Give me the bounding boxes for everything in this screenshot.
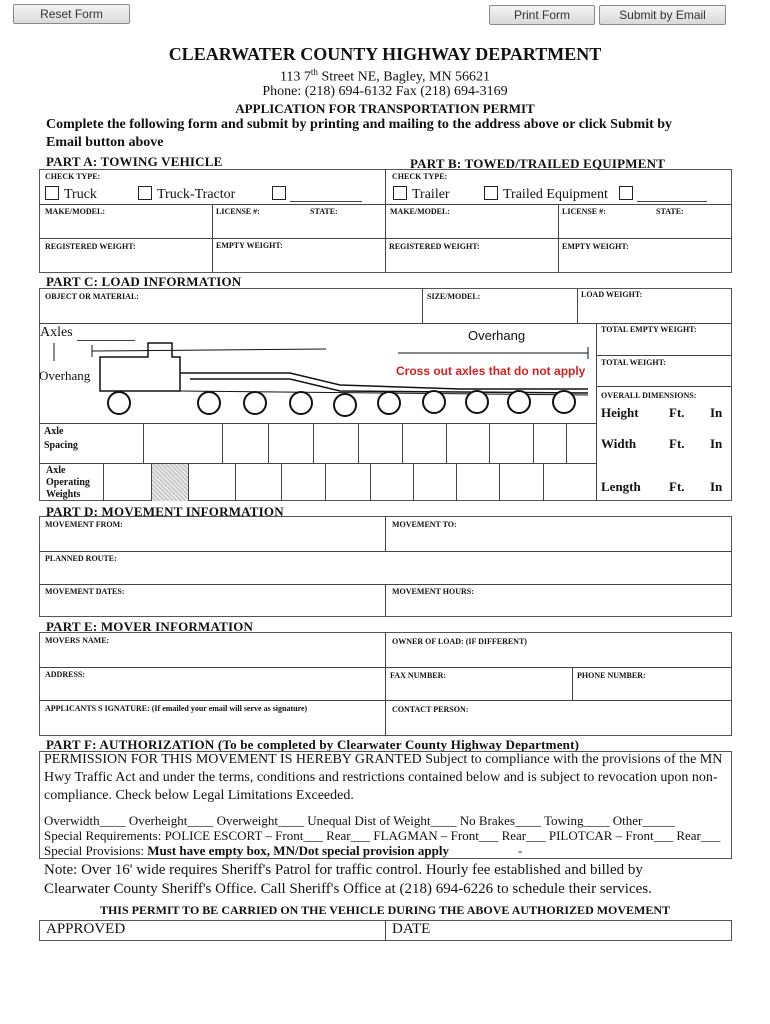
permission-text-1: PERMISSION FOR THIS MOVEMENT IS HEREBY GRANTED Subject to compliance with the provisions of the MN — [44, 752, 723, 767]
part-a-title: PART A: TOWING VEHICLE — [46, 154, 223, 169]
checkbox-trailed-equipment[interactable]: Trailed Equipment — [484, 186, 608, 203]
movement-from-label: MOVEMENT FROM: — [45, 520, 123, 529]
a-empty-weight-label: EMPTY WEIGHT: — [216, 241, 283, 250]
axle-wheel-2 — [197, 391, 221, 415]
part-a-check-type-label: CHECK TYPE: — [45, 172, 101, 181]
checkbox-towed-other[interactable] — [619, 186, 638, 203]
instructions-line-2: Email button above — [46, 135, 164, 150]
print-form-button[interactable]: Print Form — [489, 5, 595, 25]
a-license-label: LICENSE #: — [216, 207, 260, 216]
note-line-1: Note: Over 16' wide requires Sheriff's Patrol for traffic control. Hourly fee established and billed by — [44, 862, 643, 878]
a-make-model-label: MAKE/MODEL: — [45, 207, 105, 216]
part-e-title: PART E: MOVER INFORMATION — [46, 619, 254, 634]
date-label: DATE — [392, 921, 431, 937]
height-ft-label: Ft. — [669, 405, 685, 420]
part-f-title: PART F: AUTHORIZATION (To be completed by Clearwater County Highway Department) — [46, 737, 580, 752]
part-b-check-type-label: CHECK TYPE: — [392, 172, 448, 181]
note-line-2: Clearwater County Sheriff's Office. Call Sheriff's Office at (218) 694-6226 to schedule their services. — [44, 881, 652, 897]
axle-spacing-label: Axle Spacing — [44, 426, 78, 451]
planned-route-label: PLANNED ROUTE: — [45, 554, 117, 563]
overhang-right-label: Overhang — [468, 328, 526, 343]
part-d-title: PART D: MOVEMENT INFORMATION — [46, 504, 284, 519]
special-requirements-line: Special Requirements: POLICE ESCORT – Front___ Rear___ FLAGMAN – Front___ Rear___ PILOTCAR – Front___ Rear___ — [44, 828, 721, 843]
owner-of-load-label: OWNER OF LOAD: (IF DIFFERENT) — [392, 637, 527, 646]
address-label: ADDRESS: — [45, 670, 86, 679]
b-state-label: STATE: — [656, 207, 684, 216]
page-title: CLEARWATER COUNTY HIGHWAY DEPARTMENT — [168, 44, 602, 64]
height-in-label: In — [710, 405, 723, 420]
checkbox-towing-other[interactable] — [272, 186, 291, 203]
fax-number-label: FAX NUMBER: — [390, 671, 447, 680]
application-title: APPLICATION FOR TRANSPORTATION PERMIT — [235, 101, 535, 116]
axles-label: Axles — [40, 325, 73, 340]
applicants-signature-label: APPLICANTS S IGNATURE: (If emailed your email will serve as signature) — [45, 704, 308, 713]
overall-dimensions-label: OVERALL DIMENSIONS: — [601, 391, 697, 400]
carry-permit-notice: THIS PERMIT TO BE CARRIED ON THE VEHICLE DURING THE ABOVE AUTHORIZED MOVEMENT — [99, 903, 671, 917]
width-label: Width — [601, 436, 637, 451]
part-b-title: PART B: TOWED/TRAILED EQUIPMENT — [410, 156, 666, 171]
total-empty-weight-label: TOTAL EMPTY WEIGHT: — [601, 325, 697, 334]
special-provisions-dash: - — [518, 843, 523, 858]
address: 113 7th Street NE, Bagley, MN 56621 — [279, 67, 491, 85]
permission-text-2: Hwy Traffic Act and under the terms, conditions and restrictions contained below and is subject to revocation upon non- — [44, 770, 718, 785]
legal-limitations-line: Overwidth____ Overheight____ Overweight____ Unequal Dist of Weight____ No Brakes____ Towing____ Other_____ — [44, 813, 675, 828]
axle-wheel-10 — [552, 390, 576, 414]
checkbox-trailer[interactable]: Trailer — [393, 186, 450, 203]
axle-wheel-8 — [465, 390, 489, 414]
axle-wheel-4 — [289, 391, 313, 415]
b-registered-weight-label: REGISTERED WEIGHT: — [389, 242, 480, 251]
b-license-label: LICENSE #: — [562, 207, 606, 216]
approved-label: APPROVED — [46, 921, 126, 937]
checkbox-truck[interactable]: Truck — [45, 186, 97, 203]
axle-wheel-5 — [333, 393, 357, 417]
size-model-label: SIZE/MODEL: — [427, 292, 481, 301]
movement-dates-label: MOVEMENT DATES: — [45, 587, 125, 596]
a-registered-weight-label: REGISTERED WEIGHT: — [45, 242, 136, 251]
permission-text-3: compliance. Check below Legal Limitations Exceeded. — [44, 788, 354, 803]
cross-out-axles-note: Cross out axles that do not apply — [396, 364, 586, 378]
checkbox-truck-tractor[interactable]: Truck-Tractor — [138, 186, 235, 203]
movers-name-label: MOVERS NAME: — [45, 636, 110, 645]
width-ft-label: Ft. — [669, 436, 685, 451]
axle-wheel-7 — [422, 390, 446, 414]
axle-wheel-1 — [107, 391, 131, 415]
axle-wheel-6 — [377, 391, 401, 415]
b-empty-weight-label: EMPTY WEIGHT: — [562, 242, 629, 251]
load-weight-label: LOAD WEIGHT: — [581, 290, 643, 299]
movement-to-label: MOVEMENT TO: — [392, 520, 457, 529]
length-in-label: In — [710, 479, 723, 494]
movement-hours-label: MOVEMENT HOURS: — [392, 587, 474, 596]
axle-wheel-9 — [507, 390, 531, 414]
axle-wheel-3 — [243, 391, 267, 415]
contact-person-label: CONTACT PERSON: — [392, 705, 469, 714]
phone-fax: Phone: (218) 694-6132 Fax (218) 694-3169 — [262, 84, 508, 99]
height-label: Height — [601, 405, 639, 420]
overhang-left-label: Overhang — [39, 368, 91, 383]
instructions-line-1: Complete the following form and submit by printing and mailing to the address above or click Submit by — [46, 117, 673, 132]
reset-form-button[interactable]: Reset Form — [13, 4, 130, 24]
submit-by-email-button[interactable]: Submit by Email — [599, 5, 726, 25]
total-weight-label: TOTAL WEIGHT: — [601, 358, 666, 367]
part-c-title: PART C: LOAD INFORMATION — [46, 274, 242, 289]
special-provisions-line: Special Provisions: Must have empty box, MN/Dot special provision apply — [44, 843, 449, 858]
shaded-cell — [151, 464, 188, 501]
phone-number-label: PHONE NUMBER: — [577, 671, 646, 680]
b-make-model-label: MAKE/MODEL: — [390, 207, 450, 216]
axle-operating-weights-label: Axle Operating Weights — [46, 465, 90, 500]
object-material-label: OBJECT OR MATERIAL: — [45, 292, 139, 301]
a-state-label: STATE: — [310, 207, 338, 216]
length-label: Length — [601, 479, 641, 494]
length-ft-label: Ft. — [669, 479, 685, 494]
width-in-label: In — [710, 436, 723, 451]
